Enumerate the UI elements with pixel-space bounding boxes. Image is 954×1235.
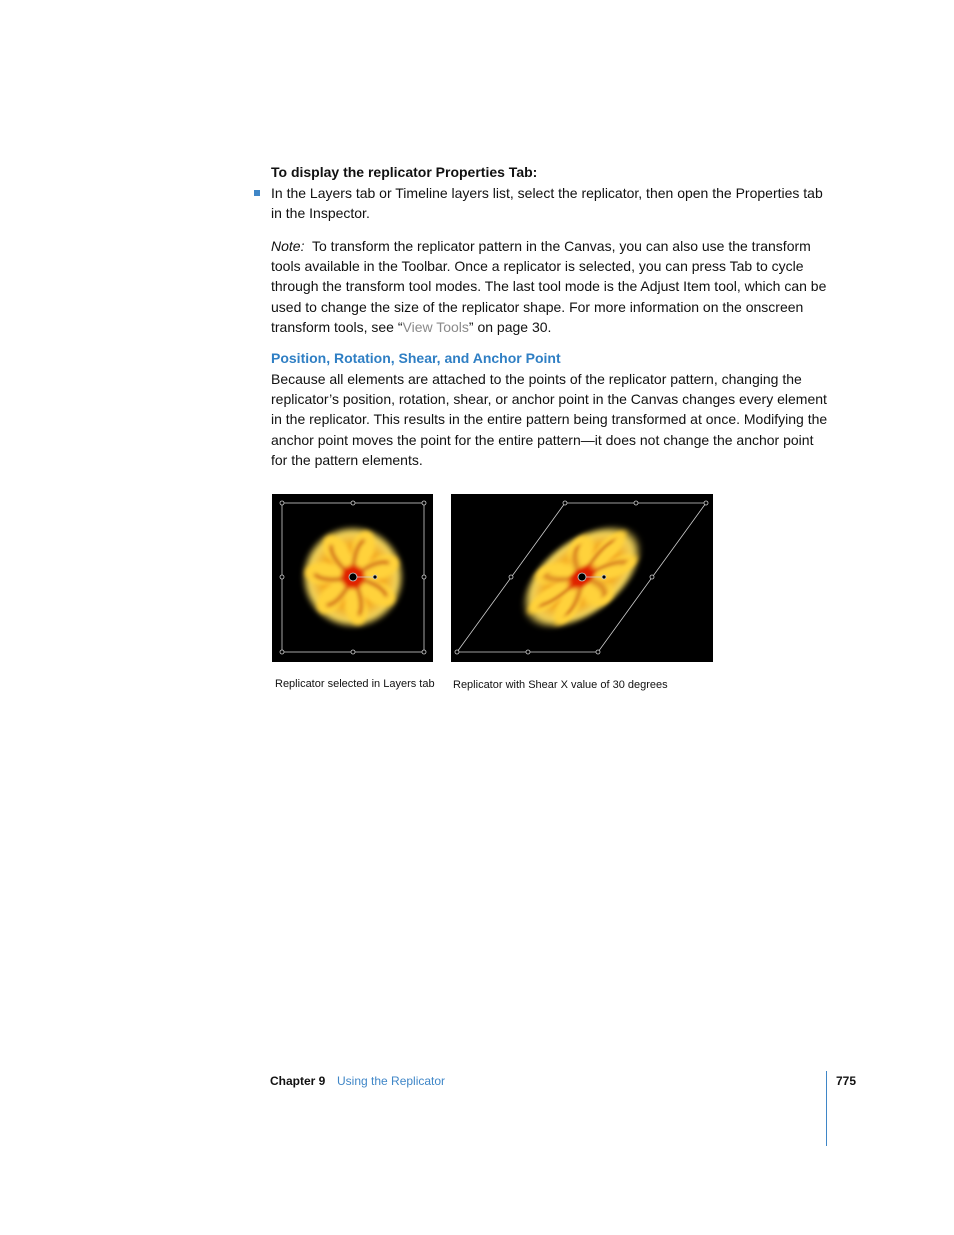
note-text: To transform the replicator pattern in the Canvas, you can also use the transform tools available in the Toolbar. Once a replicator is selected, you can press Tab to cycle through the transform tool modes. The last tool mode is the Adjust Item tool, which can be used to change the size of the replicator shape. For more information on the onscreen transform tools, see “ — [271, 238, 827, 335]
page-number: 775 — [836, 1074, 857, 1088]
figure-replicator-sheared — [451, 494, 713, 662]
footer-chapter: Chapter 9 — [270, 1074, 326, 1088]
bullet-text: In the Layers tab or Timeline layers list, select the replicator, then open the Properties tab in the Inspector. — [271, 185, 823, 221]
replicator-image-1 — [272, 494, 433, 662]
section-body: Because all elements are attached to the points of the replicator pattern, changing the replicator’s position, rotation, shear, or anchor point in the Canvas changes every element in the replicator. This results in the entire pattern being transformed at once. Modifying the anchor point moves the point for the entire pattern—it does not change the anchor point for the pattern elements. — [271, 371, 828, 468]
bullet-item — [271, 183, 831, 223]
square-bullet-icon — [254, 190, 260, 196]
figure-caption-2: Replicator with Shear X value of 30 degrees — [453, 679, 668, 691]
footer-chapter-title[interactable]: Using the Replicator — [337, 1074, 446, 1088]
sheared-transform-handles — [455, 501, 708, 654]
main-content — [271, 162, 831, 470]
note-text-after-link: ” on page 30. — [468, 318, 552, 335]
note-paragraph — [271, 236, 831, 337]
view-tools-link[interactable]: View Tools — [402, 318, 469, 335]
figure-replicator-selected — [272, 494, 433, 662]
replicator-image-2 — [451, 494, 713, 662]
figure-caption-1: Replicator selected in Layers tab — [275, 678, 435, 690]
section-heading: Position, Rotation, Shear, and Anchor Point — [271, 350, 561, 367]
footer-divider — [826, 1071, 827, 1146]
task-heading: To display the replicator Properties Tab: — [271, 164, 538, 180]
note-label: Note: — [271, 238, 305, 254]
